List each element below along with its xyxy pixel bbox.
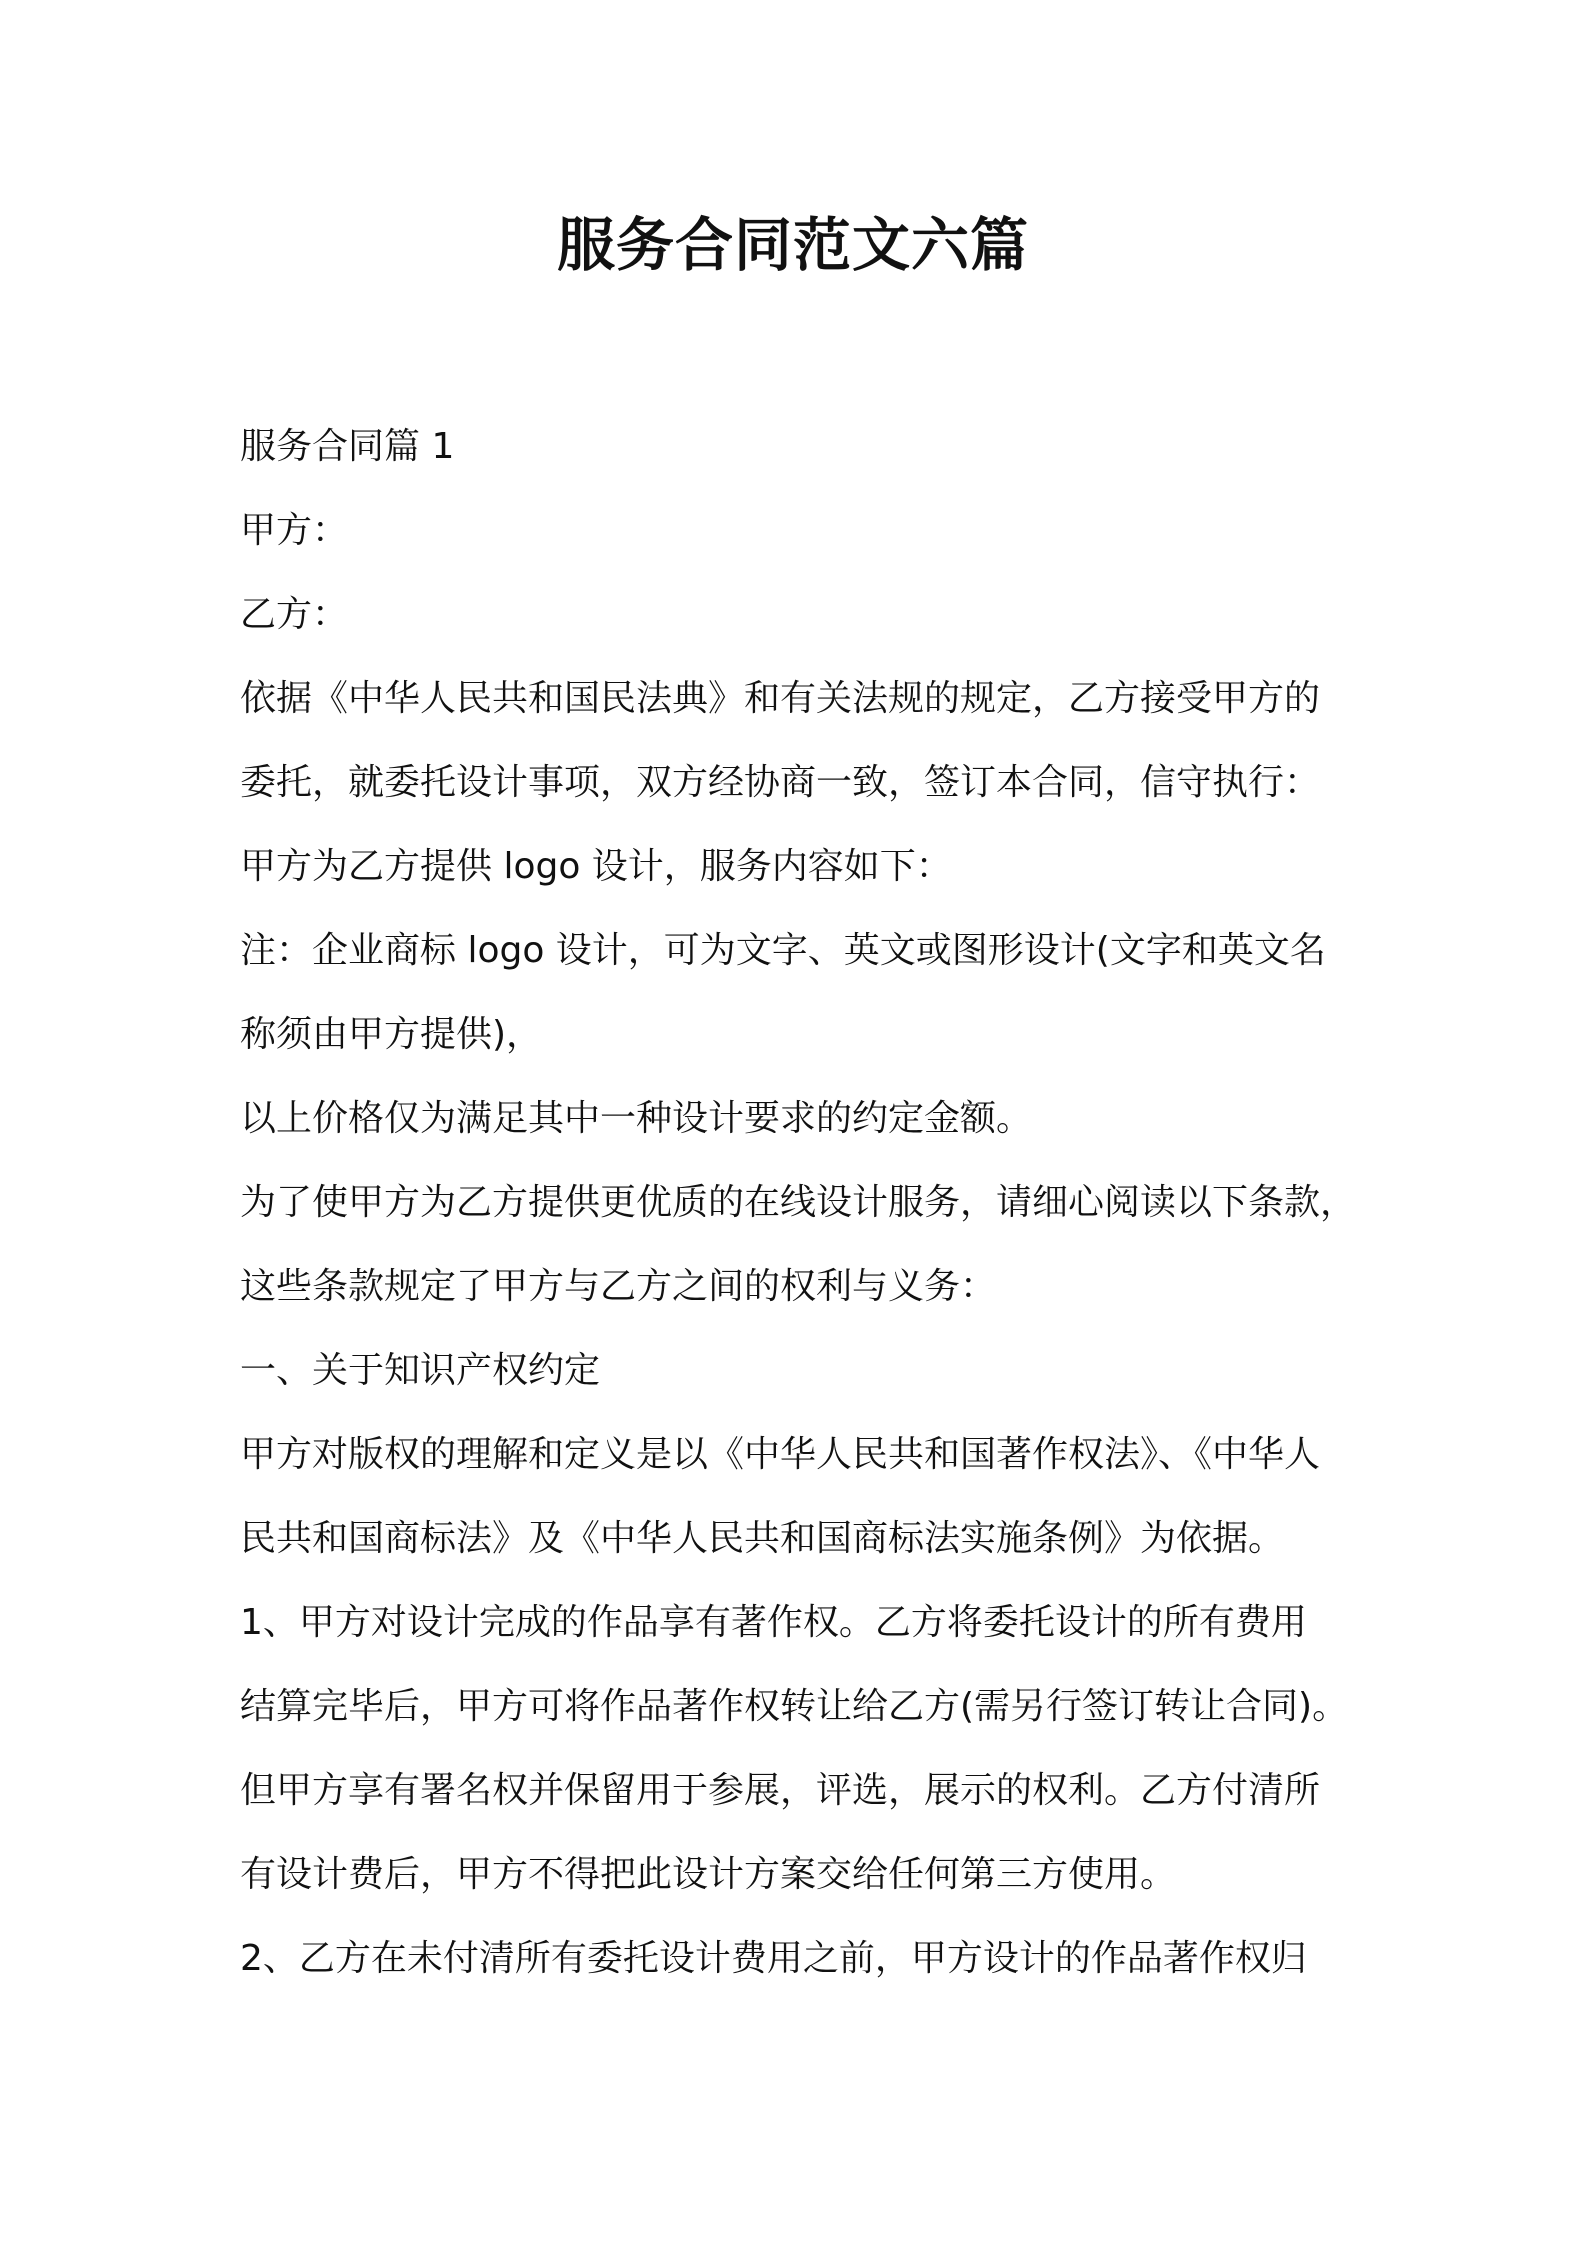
paragraph-line: 甲方为乙方提供 logo 设计，服务内容如下： (240, 846, 952, 887)
party-b-label: 乙方： (240, 594, 349, 635)
paragraph-line: 结算完毕后，甲方可将作品著作权转让给乙方(需另行签订转让合同)。 (240, 1686, 1349, 1727)
party-a-label: 甲方： (240, 510, 349, 551)
paragraph-line: 注：企业商标 logo 设计，可为文字、英文或图形设计(文字和英文名 (240, 930, 1326, 971)
paragraph-line: 1、甲方对设计完成的作品享有著作权。乙方将委托设计的所有费用 (240, 1602, 1307, 1643)
document-title: 服务合同范文六篇 (556, 211, 1029, 279)
paragraph-line: 有设计费后，甲方不得把此设计方案交给任何第三方使用。 (240, 1854, 1177, 1895)
paragraph-line: 但甲方享有署名权并保留用于参展，评选，展示的权利。乙方付清所 (240, 1770, 1321, 1811)
paragraph-line: 甲方对版权的理解和定义是以《中华人民共和国著作权法》、《中华人 (240, 1434, 1321, 1475)
paragraph-line: 委托，就委托设计事项，双方经协商一致，签订本合同，信守执行： (240, 762, 1321, 803)
paragraph-line: 依据《中华人民共和国民法典》和有关法规的规定，乙方接受甲方的 (240, 678, 1321, 719)
document-body (240, 405, 1360, 2001)
paragraph-line: 2、乙方在未付清所有委托设计费用之前，甲方设计的作品著作权归 (240, 1938, 1307, 1979)
section-heading: 服务合同篇 1 (240, 426, 455, 467)
paragraph-line: 民共和国商标法》及《中华人民共和国商标法实施条例》为依据。 (240, 1518, 1285, 1559)
paragraph-line: 为了使甲方为乙方提供更优质的在线设计服务，请细心阅读以下条款， (240, 1182, 1357, 1223)
paragraph-line: 以上价格仅为满足其中一种设计要求的约定金额。 (240, 1098, 1033, 1139)
paragraph-line: 称须由甲方提供)， (240, 1014, 543, 1055)
paragraph-line: 这些条款规定了甲方与乙方之间的权利与义务： (240, 1266, 997, 1307)
section-heading: 一、关于知识产权约定 (240, 1350, 601, 1391)
